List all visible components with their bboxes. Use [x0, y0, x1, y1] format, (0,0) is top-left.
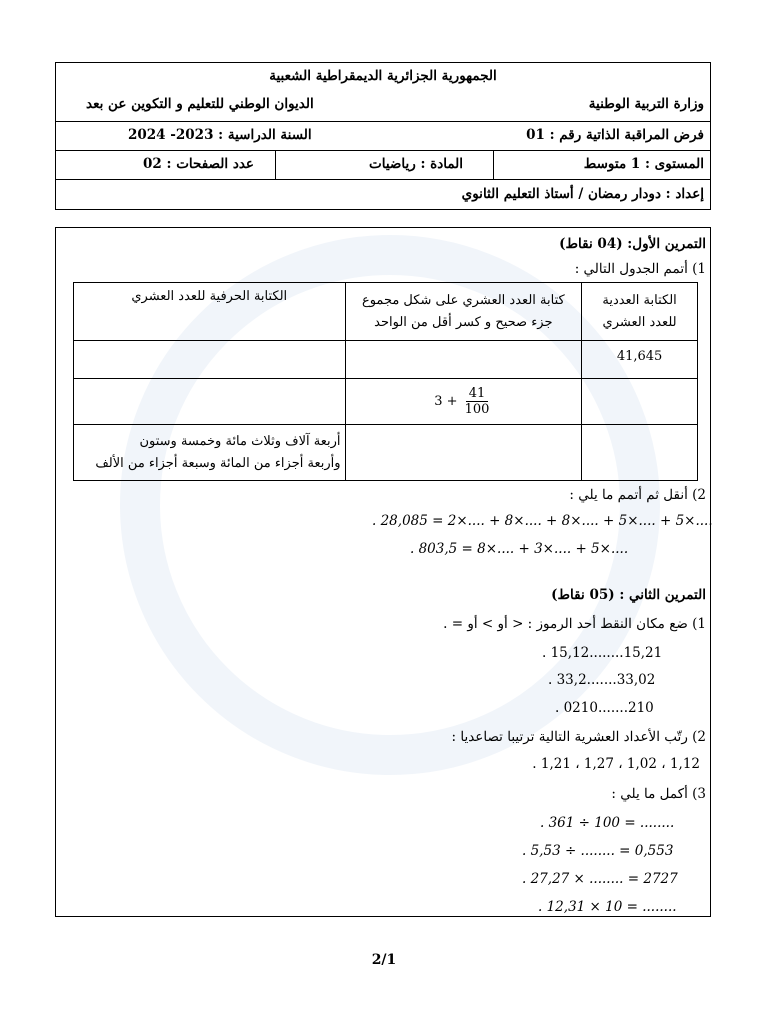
- table-cell-empty: [345, 425, 582, 481]
- table-row: [74, 341, 698, 379]
- page-number: 2/1: [371, 952, 397, 968]
- table-cell-empty: [74, 341, 346, 379]
- comparison-2: . 33,2.......33,02: [548, 672, 656, 688]
- country-title: الجمهورية الجزائرية الديمقراطية الشعبية: [269, 68, 497, 84]
- test-number: فرض المراقبة الذاتية رقم : 01: [526, 127, 704, 143]
- header-divider: [56, 150, 710, 151]
- comparison-3: . 0210.......210: [555, 700, 654, 716]
- operation-1: . 361 ÷ 100 = ........: [540, 815, 675, 831]
- header-divider: [275, 150, 276, 179]
- author: إعداد : دودار رمضان / أستاذ التعليم الثانوي: [461, 186, 704, 202]
- operation-3: . 27,27 × ........ = 2727: [522, 871, 678, 887]
- comparison-1: . 15,12........15,21: [542, 645, 663, 661]
- exercise-2-question-1: 1) ضع مكان النقط أحد الرموز : < أو > أو = .: [443, 616, 706, 632]
- table-row: [74, 425, 698, 481]
- subject: المادة : رياضيات: [369, 156, 463, 172]
- operation-4: . 12,31 × 10 = ........: [538, 899, 677, 915]
- exercise-1-title: التمرين الأول: (04 نقاط): [559, 236, 706, 252]
- exercise-1-question-1: 1) أتمم الجدول التالي :: [574, 261, 706, 277]
- number-list: 1,12 ، 1,02 ، 1,27 ، 1,21 .: [532, 756, 700, 772]
- operation-2: . 5,53 ÷ ........ = 0,553: [522, 843, 674, 859]
- table-cell-literal: أربعة آلاف وثلاث مائة وخمسة وستون وأربعة أجزاء من المائة وسبعة أجزاء من الألف: [74, 425, 346, 481]
- exercise-2-title: التمرين الثاني : (05 نقاط): [551, 587, 706, 603]
- exercise-1-question-2: 2) أنقل ثم أتمم ما يلي :: [569, 487, 706, 503]
- table-cell-empty: [345, 341, 582, 379]
- office-name: الديوان الوطني للتعليم و التكوين عن بعد: [86, 96, 314, 112]
- header-sum: كتابة العدد العشري على شكل مجموع جزء صحيح و كسر أقل من الواحد: [345, 283, 582, 341]
- header-literal: الكتابة الحرفية للعدد العشري: [74, 283, 346, 341]
- header-box: [55, 62, 711, 210]
- table-cell-number: 41,645: [582, 341, 698, 379]
- table-cell-empty: [582, 379, 698, 425]
- header-numeric: الكتابة العددية للعدد العشري: [582, 283, 698, 341]
- header-divider: [493, 150, 494, 179]
- exercise-2-question-2: 2) رتّب الأعداد العشرية التالية ترتيبا تصاعديا :: [451, 729, 706, 745]
- header-divider: [56, 121, 710, 122]
- table-cell-empty: [582, 425, 698, 481]
- table-cell-fraction: 3 + $\frac{41}{100}$: [345, 379, 582, 425]
- equation-2: . 803,5 = 8×.... + 3×.... + 5×....: [410, 541, 629, 557]
- equation-1: . 28,085 = 2×.... + 8×.... + 8×.... + 5×.... + 5×....: [372, 513, 713, 529]
- table-cell-empty: [74, 379, 346, 425]
- level: المستوى : 1 متوسط: [583, 156, 704, 172]
- page-count: عدد الصفحات : 02: [143, 156, 254, 172]
- school-year: السنة الدراسية : 2023- 2024: [128, 127, 312, 143]
- decimal-table: [73, 282, 698, 481]
- ministry-name: وزارة التربية الوطنية: [588, 96, 704, 112]
- table-header-row: [74, 283, 698, 341]
- table-row: [74, 379, 698, 425]
- header-divider: [56, 179, 710, 180]
- exercise-2-question-3: 3) أكمل ما يلي :: [611, 786, 706, 802]
